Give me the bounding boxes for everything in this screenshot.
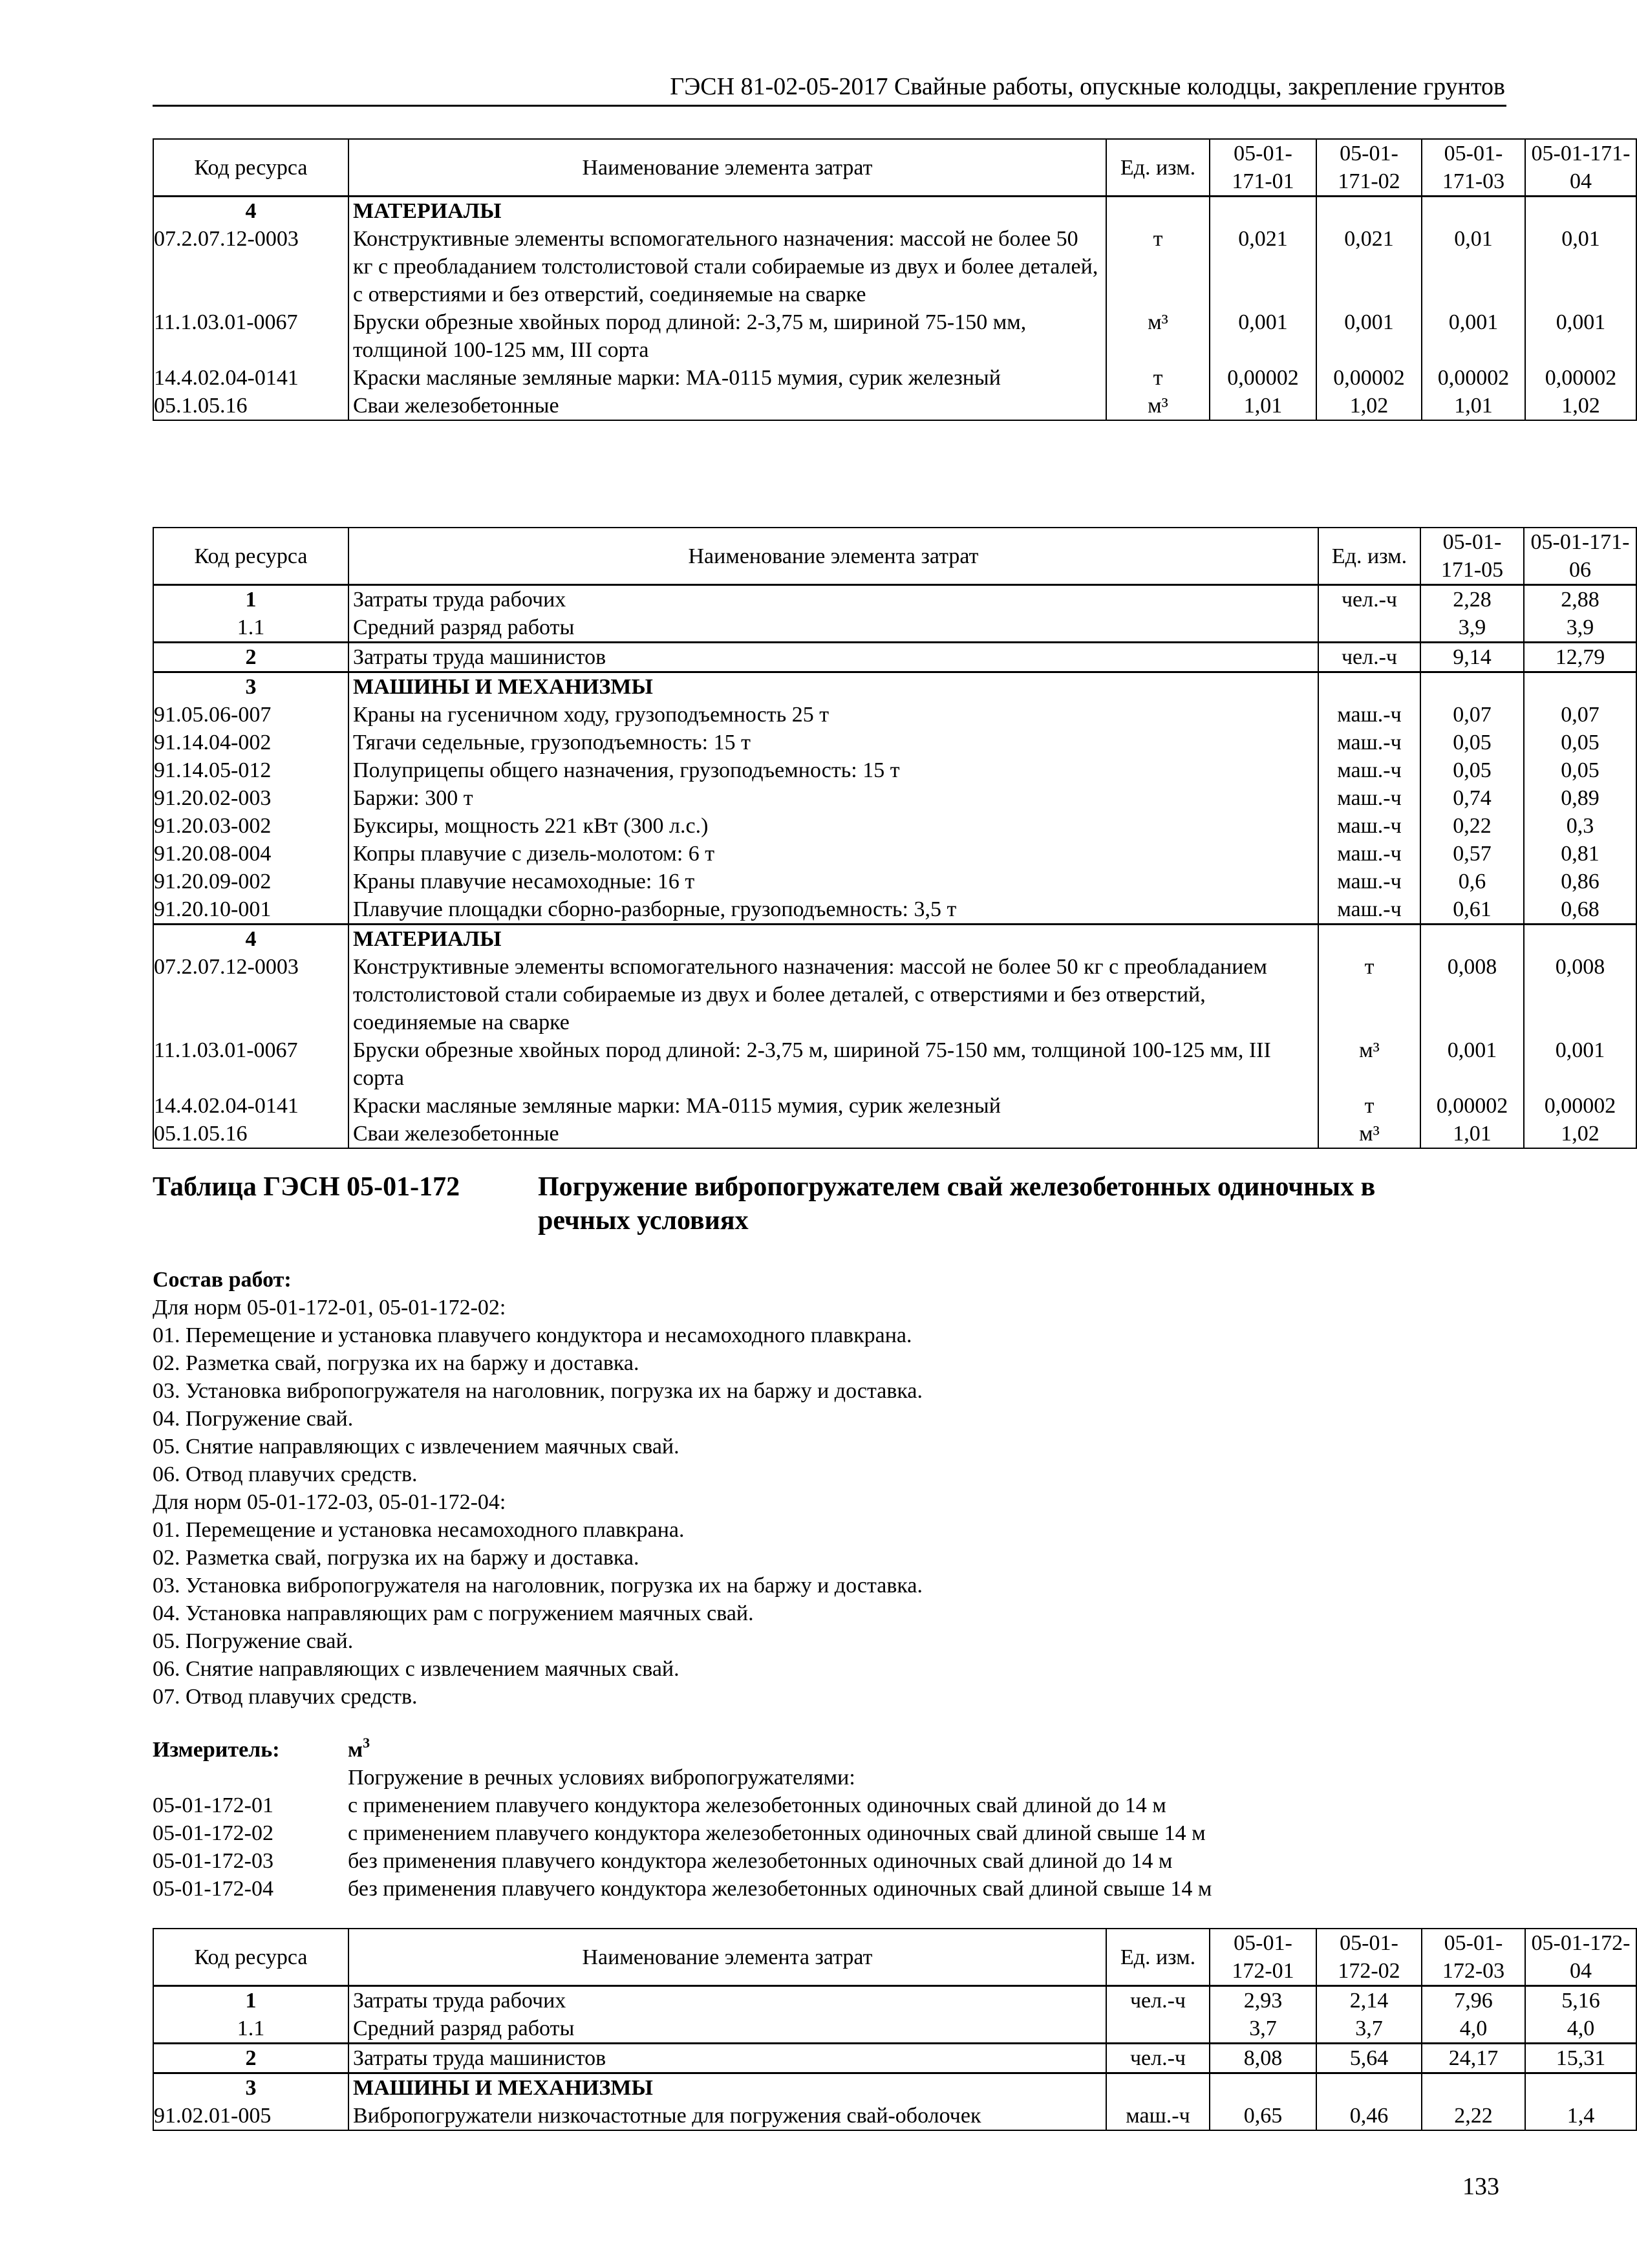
resource-code: 14.4.02.04-0141: [153, 364, 348, 392]
table-172-title: Погружение вибропогружателем свай железобетонных одиночных в речных условиях: [538, 1172, 1376, 1236]
resource-code: 3: [153, 2073, 348, 2102]
work-step: 04. Погружение свай.: [153, 1407, 354, 1431]
column-header: 05-01-171-06: [1524, 528, 1636, 585]
unit: м³: [1106, 308, 1210, 364]
resource-code: 91.20.08-004: [153, 840, 348, 868]
resource-code: 91.20.10-001: [153, 895, 348, 925]
table-row: [153, 868, 1636, 895]
norm-code: 05-01-172-03: [153, 1849, 273, 1873]
norm-value: 0,008: [1524, 953, 1636, 1036]
norm-value: 12,79: [1524, 643, 1636, 672]
norm-description: с применением плавучего кондуктора железобетонных одиночных свай длиной свыше 14 м: [348, 1821, 1206, 1845]
norm-value: 9,14: [1420, 643, 1524, 672]
norm-value: 0,00002: [1422, 364, 1525, 392]
meter-intro: Погружение в речных условиях вибропогружателями:: [348, 1766, 855, 1790]
norm-value: 1,02: [1524, 1120, 1636, 1148]
norm-list: [153, 1792, 1506, 1903]
unit: т: [1106, 364, 1210, 392]
norm-value: 0,001: [1524, 1036, 1636, 1092]
norm-value: 0,57: [1420, 840, 1524, 868]
cost-element-name: Тягачи седельные, грузоподъемность: 15 т: [348, 729, 1318, 756]
norm-value: [1524, 925, 1636, 954]
norm-value: 4,0: [1422, 2015, 1525, 2044]
unit: [1106, 197, 1210, 226]
column-header: Наименование элемента затрат: [348, 139, 1106, 197]
unit: т: [1106, 225, 1210, 308]
unit: т: [1318, 953, 1420, 1036]
norm-value: 0,021: [1316, 225, 1422, 308]
norm-value: 0,65: [1210, 2102, 1316, 2130]
cost-element-name: МАТЕРИАЛЫ: [348, 197, 1106, 226]
norm-value: 0,74: [1420, 784, 1524, 812]
column-header: 05-01-171-04: [1525, 139, 1636, 197]
unit: м³: [1318, 1120, 1420, 1148]
cost-element-name: Бруски обрезные хвойных пород длиной: 2-3,75 м, шириной 75-150 мм, толщиной 100-125 мм, III сорта: [348, 1036, 1318, 1092]
work-composition-heading: Состав работ:: [153, 1268, 292, 1292]
work-step: 02. Разметка свай, погрузка их на баржу и доставка.: [153, 1351, 639, 1375]
norm-value: 0,3: [1524, 812, 1636, 840]
norm-value: 0,6: [1420, 868, 1524, 895]
cost-element-name: Затраты труда машинистов: [348, 643, 1318, 672]
unit: м³: [1318, 1036, 1420, 1092]
resource-code: 4: [153, 925, 348, 954]
norm-value: [1316, 197, 1422, 226]
norm-value: 2,88: [1524, 585, 1636, 614]
table-row: [153, 953, 1636, 1036]
column-header: 05-01-171-03: [1422, 139, 1525, 197]
unit: [1106, 2015, 1210, 2044]
table-row: [153, 784, 1636, 812]
norm-value: 0,86: [1524, 868, 1636, 895]
column-header: Код ресурса: [153, 1929, 348, 1986]
unit: маш.-ч: [1106, 2102, 1210, 2130]
norm-value: 0,00002: [1210, 364, 1316, 392]
norm-value: 0,05: [1420, 756, 1524, 784]
norm-value: 0,61: [1420, 895, 1524, 925]
norm-value: [1422, 2073, 1525, 2102]
unit: чел.-ч: [1106, 2044, 1210, 2073]
column-header: Наименование элемента затрат: [348, 528, 1318, 585]
table-171-part2: [153, 527, 1637, 1149]
norm-value: 0,07: [1420, 701, 1524, 729]
resource-code: 91.20.02-003: [153, 784, 348, 812]
running-header: ГЭСН 81-02-05-2017 Свайные работы, опускные колодцы, закрепление грунтов: [670, 73, 1505, 100]
table-row: [153, 840, 1636, 868]
work-step: Для норм 05-01-172-01, 05-01-172-02:: [153, 1296, 506, 1320]
cost-element-name: Затраты труда машинистов: [348, 2044, 1106, 2073]
table-row: [153, 585, 1636, 614]
cost-element-name: Вибропогружатели низкочастотные для погружения свай-оболочек: [348, 2102, 1106, 2130]
norm-value: [1420, 672, 1524, 701]
norm-item: [153, 1792, 1506, 1819]
work-step: 03. Установка вибропогружателя на наголовник, погрузка их на баржу и доставка.: [153, 1379, 923, 1403]
work-step: 05. Снятие направляющих с извлечением маячных свай.: [153, 1435, 679, 1459]
norm-value: [1525, 197, 1636, 226]
norm-value: 2,28: [1420, 585, 1524, 614]
norm-value: 15,31: [1525, 2044, 1636, 2073]
cost-element-name: Краны на гусеничном ходу, грузоподъемность 25 т: [348, 701, 1318, 729]
resource-code: 91.20.09-002: [153, 868, 348, 895]
column-header: Ед. изм.: [1318, 528, 1420, 585]
cost-element-name: Сваи железобетонные: [348, 392, 1106, 420]
cost-element-name: Краски масляные земляные марки: МА-0115 мумия, сурик железный: [348, 1092, 1318, 1120]
cost-element-name: Затраты труда рабочих: [348, 585, 1318, 614]
unit: маш.-ч: [1318, 868, 1420, 895]
resource-code: 91.20.03-002: [153, 812, 348, 840]
norm-value: 5,16: [1525, 1986, 1636, 2015]
norm-value: 1,01: [1210, 392, 1316, 420]
norm-code: 05-01-172-04: [153, 1877, 273, 1901]
unit: маш.-ч: [1318, 729, 1420, 756]
norm-value: [1316, 2073, 1422, 2102]
table-row: [153, 1036, 1636, 1092]
work-step: Для норм 05-01-172-03, 05-01-172-04:: [153, 1490, 506, 1514]
resource-code: 2: [153, 2044, 348, 2073]
cost-element-name: Буксиры, мощность 221 кВт (300 л.с.): [348, 812, 1318, 840]
column-header: 05-01-171-02: [1316, 139, 1422, 197]
norm-value: 0,021: [1210, 225, 1316, 308]
table-row: [153, 392, 1636, 420]
unit: маш.-ч: [1318, 840, 1420, 868]
cost-element-name: Плавучие площадки сборно-разборные, грузоподъемность: 3,5 т: [348, 895, 1318, 925]
work-step: 04. Установка направляющих рам с погружением маячных свай.: [153, 1601, 754, 1625]
table-header-row: [153, 1929, 1636, 1986]
column-header: Наименование элемента затрат: [348, 1929, 1106, 1986]
table-row: [153, 2044, 1636, 2073]
work-step: 05. Погружение свай.: [153, 1629, 354, 1653]
table-row: [153, 756, 1636, 784]
norm-description: с применением плавучего кондуктора железобетонных одиночных свай длиной до 14 м: [348, 1793, 1166, 1817]
cost-element-name: Краски масляные земляные марки: МА-0115 мумия, сурик железный: [348, 364, 1106, 392]
resource-code: 2: [153, 643, 348, 672]
norm-item: [153, 1819, 1506, 1847]
resource-code: 05.1.05.16: [153, 1120, 348, 1148]
norm-value: 0,89: [1524, 784, 1636, 812]
work-step: 01. Перемещение и установка несамоходного плавкрана.: [153, 1518, 685, 1542]
norm-value: 0,001: [1420, 1036, 1524, 1092]
meter-label: Измеритель:: [153, 1738, 280, 1762]
table-172: [153, 1928, 1637, 2131]
work-step: 06. Отвод плавучих средств.: [153, 1462, 418, 1486]
cost-element-name: МАШИНЫ И МЕХАНИЗМЫ: [348, 2073, 1106, 2102]
cost-element-name: Краны плавучие несамоходные: 16 т: [348, 868, 1318, 895]
work-step: 01. Перемещение и установка плавучего кондуктора и несамоходного плавкрана.: [153, 1323, 912, 1347]
resource-code: 1: [153, 1986, 348, 2015]
table-row: [153, 308, 1636, 364]
norm-value: 0,81: [1524, 840, 1636, 868]
cost-element-name: Затраты труда рабочих: [348, 1986, 1106, 2015]
table-row: [153, 925, 1636, 954]
resource-code: 91.05.06-007: [153, 701, 348, 729]
norm-value: 0,001: [1422, 308, 1525, 364]
cost-element-name: Средний разряд работы: [348, 2015, 1106, 2044]
norm-value: 1,01: [1422, 392, 1525, 420]
norm-value: 0,68: [1524, 895, 1636, 925]
norm-value: 0,00002: [1316, 364, 1422, 392]
resource-code: 05.1.05.16: [153, 392, 348, 420]
norm-value: 8,08: [1210, 2044, 1316, 2073]
column-header: 05-01-172-03: [1422, 1929, 1525, 1986]
norm-value: [1210, 2073, 1316, 2102]
table-row: [153, 197, 1636, 226]
column-header: 05-01-171-01: [1210, 139, 1316, 197]
norm-code: 05-01-172-01: [153, 1793, 273, 1817]
norm-value: 0,05: [1420, 729, 1524, 756]
resource-code: 91.02.01-005: [153, 2102, 348, 2130]
resource-code: 14.4.02.04-0141: [153, 1092, 348, 1120]
unit: [1318, 672, 1420, 701]
norm-value: 2,93: [1210, 1986, 1316, 2015]
norm-description: без применения плавучего кондуктора железобетонных одиночных свай длиной свыше 14 м: [348, 1877, 1212, 1901]
norm-value: 2,14: [1316, 1986, 1422, 2015]
norm-value: 0,001: [1316, 308, 1422, 364]
unit: маш.-ч: [1318, 701, 1420, 729]
cost-element-name: Баржи: 300 т: [348, 784, 1318, 812]
meter-unit: $м^3$: [348, 1735, 370, 1762]
column-header: Ед. изм.: [1106, 139, 1210, 197]
resource-code: 91.14.04-002: [153, 729, 348, 756]
norm-value: 0,46: [1316, 2102, 1422, 2130]
norm-value: 0,00002: [1420, 1092, 1524, 1120]
norm-value: 1,02: [1316, 392, 1422, 420]
norm-value: 0,05: [1524, 756, 1636, 784]
column-header: Код ресурса: [153, 139, 348, 197]
norm-item: [153, 1875, 1506, 1903]
resource-code: 1.1: [153, 2015, 348, 2044]
table-row: [153, 364, 1636, 392]
norm-value: 3,7: [1316, 2015, 1422, 2044]
norm-value: 0,07: [1524, 701, 1636, 729]
work-step: 07. Отвод плавучих средств.: [153, 1685, 418, 1709]
norm-value: 5,64: [1316, 2044, 1422, 2073]
norm-value: 24,17: [1422, 2044, 1525, 2073]
norm-value: [1525, 2073, 1636, 2102]
meter-block: [153, 1736, 1506, 1903]
work-step: 06. Снятие направляющих с извлечением маячных свай.: [153, 1657, 679, 1681]
resource-code: 07.2.07.12-0003: [153, 953, 348, 1036]
table-row: [153, 1120, 1636, 1148]
table-row: [153, 643, 1636, 672]
resource-code: 11.1.03.01-0067: [153, 1036, 348, 1092]
table-row: [153, 812, 1636, 840]
unit: чел.-ч: [1318, 585, 1420, 614]
table-row: [153, 2102, 1636, 2130]
column-header: Код ресурса: [153, 528, 348, 585]
cost-element-name: МАШИНЫ И МЕХАНИЗМЫ: [348, 672, 1318, 701]
resource-code: 11.1.03.01-0067: [153, 308, 348, 364]
unit: чел.-ч: [1318, 643, 1420, 672]
cost-element-name: Полуприцепы общего назначения, грузоподъемность: 15 т: [348, 756, 1318, 784]
unit: чел.-ч: [1106, 1986, 1210, 2015]
cost-element-name: Бруски обрезные хвойных пород длиной: 2-3,75 м, шириной 75-150 мм, толщиной 100-125 мм, III сорта: [348, 308, 1106, 364]
norm-value: 0,001: [1525, 308, 1636, 364]
norm-value: 0,01: [1525, 225, 1636, 308]
norm-value: 0,01: [1422, 225, 1525, 308]
table-row: [153, 895, 1636, 925]
column-header: 05-01-171-05: [1420, 528, 1524, 585]
unit: маш.-ч: [1318, 895, 1420, 925]
norm-value: 1,02: [1525, 392, 1636, 420]
norm-code: 05-01-172-02: [153, 1821, 273, 1845]
work-composition-list: [153, 1294, 1446, 1711]
norm-value: 3,7: [1210, 2015, 1316, 2044]
table-row: [153, 2073, 1636, 2102]
resource-code: 1.1: [153, 614, 348, 643]
table-row: [153, 2015, 1636, 2044]
norm-value: 1,01: [1420, 1120, 1524, 1148]
table-row: [153, 614, 1636, 643]
table-row: [153, 1092, 1636, 1120]
unit: маш.-ч: [1318, 756, 1420, 784]
norm-value: 3,9: [1420, 614, 1524, 643]
table-header-row: [153, 528, 1636, 585]
work-step: 03. Установка вибропогружателя на наголовник, погрузка их на баржу и доставка.: [153, 1574, 923, 1598]
norm-value: [1420, 925, 1524, 954]
resource-code: 91.14.05-012: [153, 756, 348, 784]
norm-value: 0,05: [1524, 729, 1636, 756]
column-header: 05-01-172-02: [1316, 1929, 1422, 1986]
norm-value: 7,96: [1422, 1986, 1525, 2015]
norm-value: 4,0: [1525, 2015, 1636, 2044]
unit: [1318, 614, 1420, 643]
unit: маш.-ч: [1318, 812, 1420, 840]
table-171-part1: [153, 138, 1637, 421]
norm-description: без применения плавучего кондуктора железобетонных одиночных свай длиной до 14 м: [348, 1849, 1173, 1873]
cost-element-name: Конструктивные элементы вспомогательного назначения: массой не более 50 кг с преобладанием толстолистовой стали собираемые из двух и более деталей, с отверстиями и без отверстий, соединяемые на сварке: [348, 225, 1106, 308]
resource-code: 4: [153, 197, 348, 226]
cost-element-name: Копры плавучие с дизель-молотом: 6 т: [348, 840, 1318, 868]
unit: маш.-ч: [1318, 784, 1420, 812]
norm-value: 0,22: [1420, 812, 1524, 840]
norm-value: 0,00002: [1524, 1092, 1636, 1120]
cost-element-name: МАТЕРИАЛЫ: [348, 925, 1318, 954]
table-row: [153, 729, 1636, 756]
column-header: Ед. изм.: [1106, 1929, 1210, 1986]
norm-value: 0,001: [1210, 308, 1316, 364]
header-rule: [153, 105, 1506, 107]
cost-element-name: Средний разряд работы: [348, 614, 1318, 643]
norm-item: [153, 1847, 1506, 1875]
resource-code: 1: [153, 585, 348, 614]
work-composition: [153, 1266, 1446, 1711]
resource-code: 3: [153, 672, 348, 701]
norm-value: 3,9: [1524, 614, 1636, 643]
page-number: 133: [1462, 2173, 1499, 2200]
resource-code: 07.2.07.12-0003: [153, 225, 348, 308]
norm-value: [1422, 197, 1525, 226]
unit: т: [1318, 1092, 1420, 1120]
column-header: 05-01-172-01: [1210, 1929, 1316, 1986]
table-header-row: [153, 139, 1636, 197]
table-row: [153, 225, 1636, 308]
norm-value: 0,008: [1420, 953, 1524, 1036]
unit: [1106, 2073, 1210, 2102]
unit: м³: [1106, 392, 1210, 420]
cost-element-name: Сваи железобетонные: [348, 1120, 1318, 1148]
table-row: [153, 701, 1636, 729]
norm-value: [1210, 197, 1316, 226]
cost-element-name: Конструктивные элементы вспомогательного назначения: массой не более 50 кг с преобладанием толстолистовой стали собираемые из двух и более деталей, с отверстиями и без отверстий, соединяемые на сварке: [348, 953, 1318, 1036]
unit: [1318, 925, 1420, 954]
table-row: [153, 672, 1636, 701]
norm-value: 0,00002: [1525, 364, 1636, 392]
column-header: 05-01-172-04: [1525, 1929, 1636, 1986]
norm-value: 1,4: [1525, 2102, 1636, 2130]
norm-value: 2,22: [1422, 2102, 1525, 2130]
work-step: 02. Разметка свай, погрузка их на баржу и доставка.: [153, 1546, 639, 1570]
table-172-label: Таблица ГЭСН 05-01-172: [153, 1172, 460, 1202]
table-row: [153, 1986, 1636, 2015]
norm-value: [1524, 672, 1636, 701]
